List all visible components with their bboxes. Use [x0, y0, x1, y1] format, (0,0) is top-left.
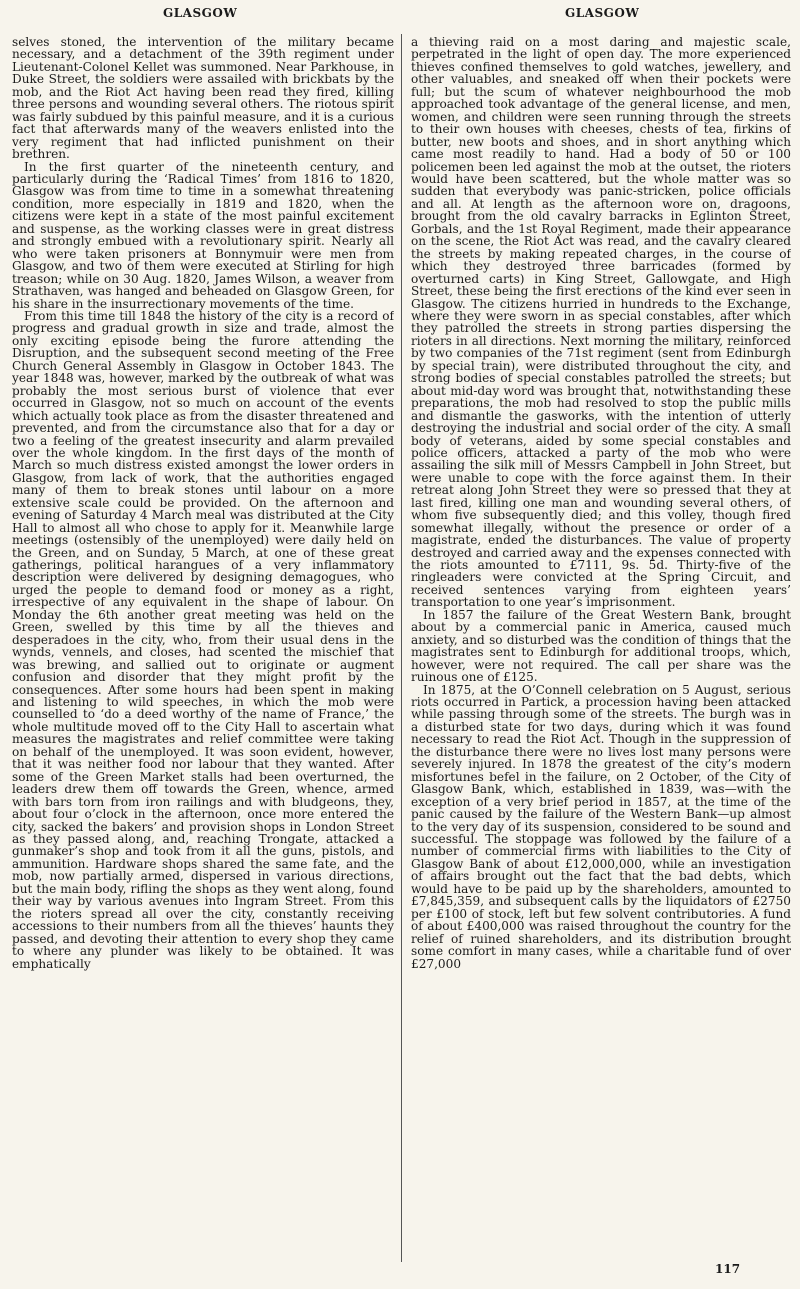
running-header-right: GLASGOW: [565, 6, 640, 20]
paragraph: In the first quarter of the nineteenth century, and particularly during the ‘Radical Times’ from 1816 to 1820, Glasgow was from time to time in a somewhat threatening condition, more especially in 1819 and 1820, when the citizens were kept in a state of the most painful excitement and suspense, as the working classes were in great distress and strongly embued with a revolutionary spirit. Nearly all who were taken prisoners at Bonnymuir were men from Glasgow, and two of them were executed at Stirling for high treason; while on 30 Aug. 1820, James Wilson, a weaver from Strathaven, was hanged and beheaded on Glasgow Green, for his share in the insurrectionary movements of the time.: [12, 159, 394, 311]
paragraph: From this time till 1848 the history of the city is a record of progress and gradual growth in size and trade, almost the only exciting episode being the furore attending the Disruption, and the subsequent second meeting of the Free Church General Assembly in Glasgow in October 1843. The year 1848 was, however, marked by the outbreak of what was probably the most serious burst of violence that ever occurred in Glasgow, not so much on account of the events which actually took place as from the disaster threatened and prevented, and from the circumstance also that for a day or two a feeling of the greatest insecurity and alarm prevailed over the whole kingdom. In the first days of the month of March so much distress existed amongst the lower orders in Glasgow, from lack of work, that the authorities engaged many of them to break stones until labour on a more extensive scale could be provided. On the afternoon and evening of Saturday 4 March meal was distributed at the City Hall to almost all who chose to apply for it. Meanwhile large meetings (ostensibly of the unemployed) were daily held on the Green, and on Sunday, 5 March, at one of these great gatherings, political harangues of a very inflammatory description were delivered by designing demagogues, who urged the people to demand food or money as a right, irrespective of any equivalent in the shape of labour. On Monday the 6th another great meeting was held on the Green, swelled by this time by all the thieves and desperadoes in the city, who, from their usual dens in the wynds, vennels, and closes, had scented the mischief that was brewing, and sallied out to originate or augment confusion and disorder that they might profit by the consequences. After some hours had been spent in making and listening to wild speeches, in which the mob were counselled to ‘do a deed worthy of the name of France,’ the whole multitude moved off to the City Hall to ascertain what measures the magistrates and relief committee were taking on behalf of the unemployed. It was soon evident, however, that it was neither food nor labour that they wanted. After some of the Green Market stalls had been overturned, the leaders drew them off towards the Green, whence, armed with bars torn from iron railings and with bludgeons, they, about four o’clock in the afternoon, once more entered the city, sacked the bakers’ and provision shops in London Street as they passed along, and, reaching Trongate, attacked a gunmaker’s shop and took from it all the guns, pistols, and ammunition. Hardware shops shared the same fate, and the mob, now partially armed, dispersed in various directions, but the main body, rifling the shops as they went along, found their way by various avenues into Ingram Street. From this the rioters spread all over the city, constantly receiving accessions to their numbers from all the thieves’ haunts they passed, and devoting their attention to every shop they came to where any plunder was likely to be obtained. It was emphatically: [12, 308, 394, 971]
paragraph: a thieving raid on a most daring and majestic scale, perpetrated in the light of open day. The more experienced thieves confined themselves to gold watches, jewellery, and other valuables, and sneaked off when their pockets were full; but the scum of whatever neighbourhood the mob approached took advantage of the general license, and men, women, and children were seen running through the streets to their own houses with cheeses, chests of tea, firkins of butter, new boots and shoes, and in short anything which came most readily to hand. Had a body of 50 or 100 policemen been led against the mob at the outset, the rioters would have been scattered, but the whole matter was so sudden that everybody was panic-stricken, police officials and all. At length as the afternoon wore on, dragoons, brought from the old cavalry barracks in Eglinton Street, Gorbals, and the 1st Royal Regiment, made their appearance on the scene, the Riot Act was read, and the cavalry cleared the streets by making repeated charges, in the course of which they destroyed three barricades (formed by overturned carts) in King Street, Gallowgate, and High Street, these being the first erections of the kind ever seen in Glasgow. The citizens hurried in hundreds to the Exchange, where they were sworn in as special constables, after which they patrolled the streets in strong parties dispersing the rioters in all directions. Next morning the military, reinforced by two companies of the 71st regiment (sent from Edinburgh by special train), were distributed throughout the city, and strong bodies of special constables patrolled the streets; but about mid-day word was brought that, notwithstanding these preparations, the mob had resolved to stop the public mills and dismantle the gasworks, with the intention of utterly destroying the industrial and social order of the city. A small body of veterans, aided by some special constables and police officers, attacked a party of the mob who were assailing the silk mill of Messrs Campbell in John Street, but were unable to cope with the force against them. In their retreat along John Street they were so pressed that they at last fired, killing one man and wounding several others, of whom five subsequently died; and this volley, though fired somewhat illegally, without the presence or order of a magistrate, ended the disturbances. The value of property destroyed and carried away and the expenses connected with the riots amounted to £7111, 9s. 5d. Thirty-five of the ringleaders were convicted at the Spring Circuit, and received sentences varying from eighteen years’ transportation to one year’s imprisonment.: [411, 36, 791, 610]
right-column: [411, 36, 791, 1258]
running-header-left: GLASGOW: [163, 6, 238, 20]
page-number: 117: [715, 1262, 741, 1276]
paragraph: In 1857 the failure of the Great Western Bank, brought about by a commercial panic in America, caused much anxiety, and so disturbed was the condition of things that the magistrates sent to Edinburgh for additional troops, which, however, were not required. The call per share was the ruinous one of £125.: [411, 607, 791, 685]
left-column: [12, 36, 394, 1258]
paragraph: In 1875, at the O’Connell celebration on 5 August, serious riots occurred in Partick, a procession having been attacked while passing through some of the streets. The burgh was in a disturbed state for two days, during which it was found necessary to read the Riot Act. Though in the suppression of the disturbance there were no lives lost many persons were severely injured. In 1878 the greatest of the city’s modern misfortunes befel in the failure, on 2 October, of the City of Glasgow Bank, which, established in 1839, was—with the exception of a very brief period in 1857, at the time of the panic caused by the failure of the Western Bank—up almost to the very day of its suspension, considered to be sound and successful. The stoppage was followed by the failure of a number of commercial firms with liabilities to the City of Glasgow Bank of about £12,000,000, while an investigation of affairs brought out the fact that the bad debts, which would have to be paid up by the shareholders, amounted to £7,845,359, and subsequent calls by the liquidators of £2750 per £100 of stock, left but few solvent contributories. A fund of about £400,000 was raised throughout the country for the relief of ruined shareholders, and its distribution brought some comfort in many cases, while a charitable fund of over £27,000: [411, 682, 791, 971]
column-divider: [401, 34, 402, 1262]
paragraph: selves stoned, the intervention of the military became necessary, and a detachment of the 39th regiment under Lieutenant-Colonel Kellet was summoned. Near Parkhouse, in Duke Street, the soldiers were assailed with brickbats by the mob, and the Riot Act having been read they fired, killing three persons and wounding several others. The riotous spirit was fairly subdued by this painful measure, and it is a curious fact that afterwards many of the weavers enlisted into the very regiment that had inflicted punishment on their brethren.: [12, 36, 394, 162]
